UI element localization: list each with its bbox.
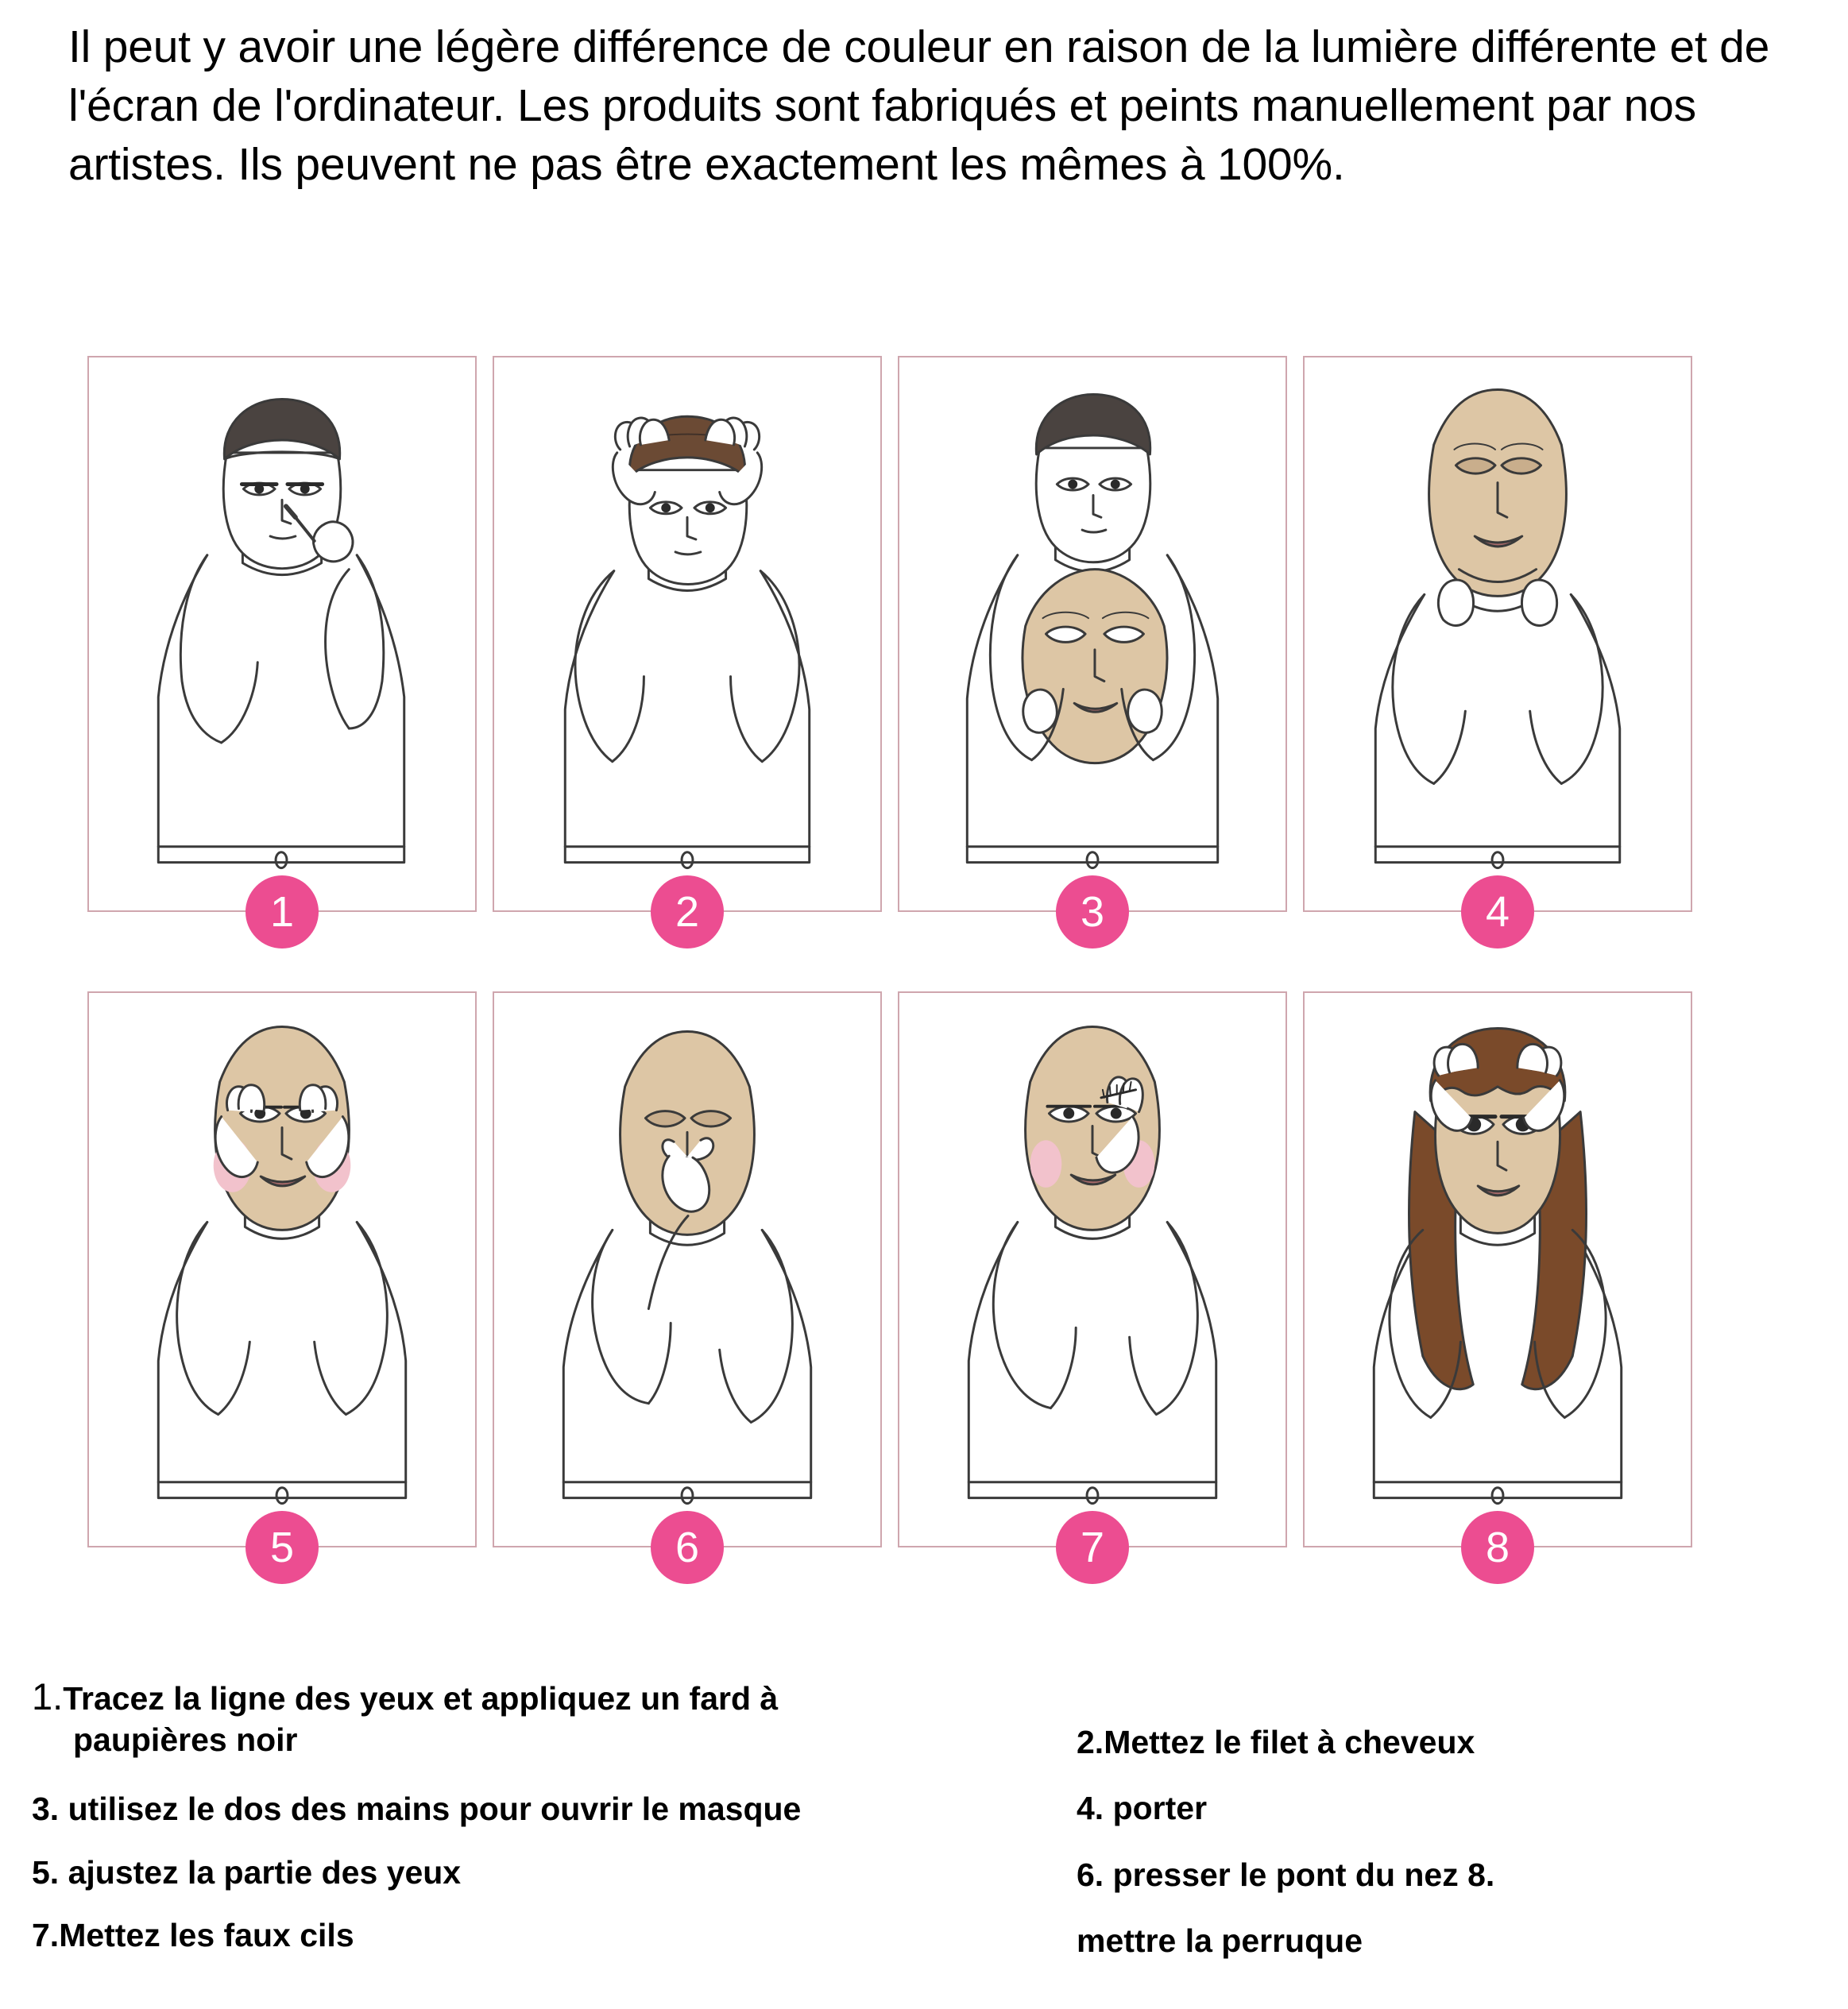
step-badge-6: 6 [651,1511,724,1584]
step-badge-2: 2 [651,875,724,948]
steps-grid [87,356,1700,1627]
caption-item-8: mettre la perruque [1077,1922,1363,1959]
step-cell-6 [493,991,882,1571]
step-cell-7 [898,991,1287,1571]
step-cell-3 [898,356,1287,936]
step-cell-8 [1303,991,1692,1571]
step-cell-4 [1303,356,1692,936]
step-cell-2 [493,356,882,936]
step-badge-4: 4 [1461,875,1534,948]
step-cell-1 [87,356,477,936]
step-image-6 [493,991,882,1547]
captions-block [0,1672,1848,2006]
steps-row-1 [87,356,1700,936]
caption-item-4: 4. porter [1077,1790,1208,1827]
steps-row-2 [87,991,1700,1571]
step-badge-8: 8 [1461,1511,1534,1584]
step-image-1 [87,356,477,912]
step-image-7 [898,991,1287,1547]
step-badge-7: 7 [1056,1511,1129,1584]
step-badge-1: 1 [245,875,319,948]
caption-item-5: 5. ajustez la partie des yeux [32,1853,462,1891]
step-cell-5 [87,991,477,1571]
captions-left-column [32,1672,993,1977]
caption-item-7: 7.Mettez les faux cils [32,1916,354,1953]
step-badge-3: 3 [1056,875,1129,948]
caption-lead-1: 1. [32,1675,64,1717]
caption-item-3: 3. utilisez le dos des mains pour ouvrir le masque [32,1791,802,1828]
step-image-5 [87,991,477,1547]
caption-item-1-cont: paupières noir [73,1721,298,1759]
caption-text-1: Tracez la ligne des yeux et appliquez un fard à [63,1680,779,1717]
step-image-3 [898,356,1287,912]
step-image-4 [1303,356,1692,912]
step-badge-5: 5 [245,1511,319,1584]
step-image-2 [493,356,882,912]
intro-paragraph: Il peut y avoir une légère différence de couleur en raison de la lumière différente et de l'écran de l'ordinateur. Les produits sont fabriqués et peints manuellement par nos artistes. Ils peuvent ne pas être exactement les mêmes à 100%. [68,21,1770,191]
step-image-8 [1303,991,1692,1547]
captions-right-column [1077,1721,1823,1986]
caption-item-2: 2.Mettez le filet à cheveux [1077,1724,1475,1760]
caption-item-1 [32,1672,993,1721]
caption-item-6: 6. presser le pont du nez 8. [1077,1856,1495,1893]
